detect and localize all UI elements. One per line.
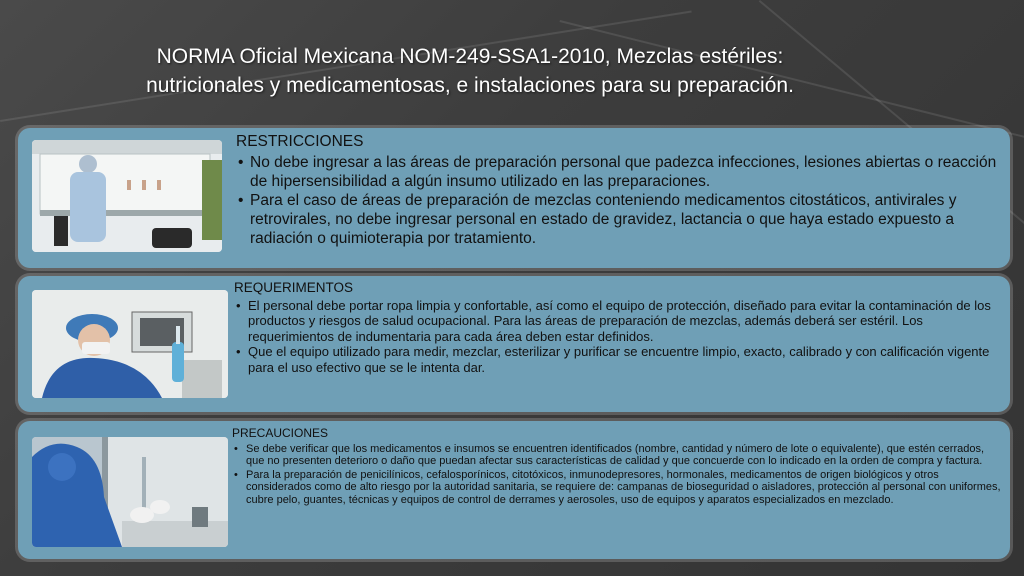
pharmacist-with-syringe-photo <box>32 290 228 398</box>
restrictions-text <box>236 132 1006 248</box>
list-item: • Para la preparación de penicilínicos, cefalosporínicos, citotóxicos, inmunodepresores, hormonales, medicamentos de origen biológicos y otros considerados como de alto riesgo por la autoridad sanitaria, se requiere de: campanas de bioseguridad o aisladores, protección al personal con uniformes, cubre pelo, guantes, técnicas y equipos de control de derrames y aerosoles, uso de equipos y aparatos especializados en mezclado. <box>232 469 1004 507</box>
requirements-card <box>18 276 1010 412</box>
section-heading: PRECAUCIONES <box>232 426 329 440</box>
precautions-text <box>232 427 1004 506</box>
list-item: • Que el equipo utilizado para medir, mezclar, esterilizar y purificar se encuentre limpio, exacto, calibrado y con calificación vigente para el uso efectivo que se le intenta dar. <box>234 344 1004 375</box>
list-item: • Para el caso de áreas de preparación de mezclas conteniendo medicamentos citostáticos, antivirales y retrovirales, no debe ingresar personal en estado de gravidez, lactancia o que haya estado expuesto a radiación o quimioterapia por tratamiento. <box>236 191 1006 248</box>
bullet-list <box>236 153 1006 248</box>
page-title <box>0 42 940 100</box>
bullet-list <box>234 298 1004 376</box>
list-item: • El personal debe portar ropa limpia y confortable, así como el equipo de protección, diseñado para evitar la contaminación de los productos y riesgos de salud ocupacional. Para las áreas de preparación de mezclas, además deberá ser estéril. Los requerimientos de indumentaria para cada área deben estar definidos. <box>234 298 1004 345</box>
list-item: • Se debe verificar que los medicamentos e insumos se encuentren identificados (nombre, cantidad y número de lote o equivalente), que estén cerrados, que no presenten deterioro o daño que puedan afectar sus características de calidad y que concuerde con lo indicado en la orden de compra y factura. <box>232 443 1004 468</box>
bullet-list <box>232 443 1004 507</box>
restrictions-card <box>18 128 1010 268</box>
precautions-card <box>18 421 1010 559</box>
list-item: • No debe ingresar a las áreas de preparación personal que padezca infecciones, lesiones abiertas o reacción de hipersensibilidad a algún insumo utilizado en las preparaciones. <box>236 153 1006 191</box>
title-line-2: nutricionales y medicamentosas, e instalaciones para su preparación. <box>146 74 794 97</box>
requirements-text <box>234 280 1004 375</box>
section-heading: REQUERIMENTOS <box>234 280 354 295</box>
section-heading: RESTRICCIONES <box>236 133 364 150</box>
title-line-1: NORMA Oficial Mexicana NOM-249-SSA1-2010, Mezclas estériles: <box>156 45 784 68</box>
lab-worker-at-hood-photo <box>32 140 222 252</box>
worker-in-laminar-flow-cabinet-photo <box>32 437 228 547</box>
